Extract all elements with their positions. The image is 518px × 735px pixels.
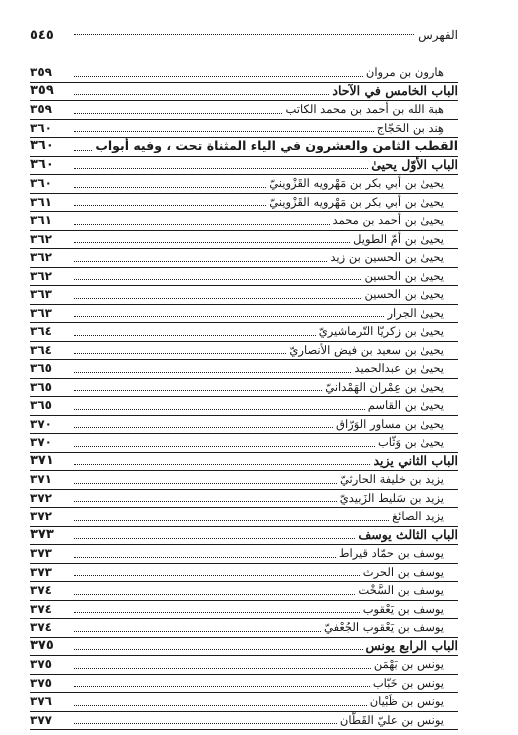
chapter-heading: [30, 638, 458, 657]
entry-title: يونس بن عليّ القَطّان: [339, 712, 444, 727]
index-entry: [30, 490, 458, 509]
entry-title: يحيىٰ بن أبي بكر بن مَهْرويه القَزْوينيّ: [269, 176, 444, 190]
entry-page-number: ٣٦٥: [30, 398, 52, 412]
leader-dots: [74, 408, 365, 410]
entry-page-number: ٣٦٠: [30, 176, 52, 190]
entry-title: يوسف بن يَعْقوب الجُعْفيّ: [323, 620, 444, 634]
entry-title: يونس بن خَبّاب: [372, 675, 444, 690]
entry-page-number: ٣٧٠: [30, 435, 52, 449]
leader-dots: [74, 704, 367, 706]
entry-page-number: ٣٧٧: [30, 712, 52, 727]
entry-title: يحيىٰ بن أمّ الطويل: [353, 231, 444, 246]
leader-dots: [74, 667, 371, 669]
entry-page-number: ٣٦٣: [30, 287, 52, 301]
entry-page-number: ٣٧٣: [30, 526, 54, 542]
entry-page-number: ٣٦٤: [30, 324, 52, 338]
entry-title: يزيد بن خليفة الحارثيّ: [339, 472, 444, 486]
leader-dots: [74, 260, 327, 262]
leader-dots: [74, 186, 266, 188]
entry-title: الباب الثاني يزيد: [373, 452, 458, 468]
index-entry: [30, 212, 458, 231]
leader-dots: [74, 389, 322, 391]
index-entry: [30, 268, 458, 287]
index-entry: [30, 286, 458, 305]
leader-dots: [74, 167, 368, 169]
leader-dots: [74, 426, 333, 428]
leader-dots: [74, 297, 361, 299]
entry-title: القطب الثامن والعشرون في الياء المثناة تحت ، وفيه أبواب: [95, 138, 458, 153]
index-entry: [30, 675, 458, 694]
entry-title: يوسف بن حمّاد قيراط: [338, 546, 444, 560]
index-entry: [30, 712, 458, 731]
entry-page-number: ٣٥٩: [30, 82, 54, 98]
entry-page-number: ٣٦٤: [30, 342, 52, 357]
leader-dots: [74, 241, 350, 243]
entry-page-number: ٣٧٦: [30, 694, 52, 708]
entry-page-number: ٣٧٤: [30, 583, 52, 597]
entry-page-number: ٣٦١: [30, 194, 52, 209]
leader-dots: [74, 130, 374, 132]
entry-page-number: ٣٧٣: [30, 546, 52, 560]
entry-title: هِند بن الحَجّاج: [376, 120, 444, 135]
index-entry: [30, 175, 458, 194]
leader-dots: [74, 315, 384, 317]
entry-title: يونس بن ظَبْيان: [369, 694, 444, 708]
leader-dots: [74, 93, 329, 95]
index-entry: [30, 564, 458, 583]
index-entry: [30, 601, 458, 620]
leader-dots: [74, 75, 363, 77]
chapter-heading: [30, 453, 458, 472]
entry-title: الباب الخامس في الآحاد: [332, 82, 458, 98]
chapter-heading: [30, 527, 458, 546]
entry-page-number: ٣٦٢: [30, 250, 52, 264]
entry-page-number: ٣٧٥: [30, 637, 54, 653]
entry-page-number: ٣٦٠: [30, 120, 52, 135]
entry-title: الباب الثالث يوسف: [358, 526, 458, 542]
index-entry: [30, 305, 458, 324]
entry-title: هارون بن مروان: [365, 65, 444, 79]
index-entry: [30, 231, 458, 250]
entry-title: يحيىٰ بن الحسين: [364, 287, 444, 301]
leader-dots: [74, 537, 355, 539]
index-entry: [30, 656, 458, 675]
leader-dots: [74, 500, 337, 502]
leader-dots: [74, 149, 92, 151]
index-entry: [30, 379, 458, 398]
index-entry: [30, 120, 458, 139]
entry-title: يحيىٰ بن أحمد بن محمد: [332, 213, 444, 227]
entry-page-number: ٣٦٠: [30, 156, 54, 172]
leader-dots: [74, 685, 370, 687]
entry-title: يزيد الصائغ: [392, 509, 444, 523]
index-entry: [30, 471, 458, 490]
entry-title: يونس بن بَهْمَن: [373, 657, 444, 671]
entry-page-number: ٣٧٠: [30, 416, 52, 431]
leader-dots: [74, 223, 330, 225]
leader-dots: [74, 463, 370, 465]
entry-page-number: ٣٥٩: [30, 65, 52, 79]
index-entry: [30, 693, 458, 712]
leader-dots: [74, 352, 286, 354]
chapter-heading: [30, 157, 458, 176]
entry-page-number: ٣٦٥: [30, 361, 52, 375]
index-entry: [30, 323, 458, 342]
index-entry: [30, 194, 458, 213]
entry-title: يوسف بن يَعْقوب: [362, 601, 444, 616]
leader-dots: [74, 519, 389, 521]
leader-dots: [74, 556, 336, 558]
entry-title: يحيىٰ بن عِمْران الهَمْدانيّ: [325, 379, 444, 394]
entry-title: يحيىٰ بن أبي بكر بن مَهْرويه القَزْوينيّ: [269, 194, 444, 209]
entry-title: يحيىٰ بن عبدالحميد: [354, 361, 444, 375]
leader-dots: [74, 482, 337, 484]
leader-dots: [74, 648, 363, 650]
index-entry: [30, 416, 458, 435]
entry-title: يوسف بن الحرث: [362, 564, 444, 579]
entry-title: يحيىٰ بن وَثّاب: [377, 435, 444, 449]
entry-title: يوسف بن السَّخْت: [358, 583, 444, 597]
entry-title: الباب الأوّل يحيىٰ: [371, 156, 458, 172]
entry-title: يحيىٰ بن سعيد بن فيض الأنصاريّ: [289, 342, 444, 357]
index-entry: [30, 397, 458, 416]
index-entry: [30, 101, 458, 120]
leader-dots: [74, 112, 282, 114]
entry-page-number: ٣٧١: [30, 472, 52, 486]
page-number: ٥٤٥: [30, 27, 54, 43]
index-entry-list: [30, 64, 458, 730]
entry-page-number: ٣٦٠: [30, 138, 54, 153]
index-entry: [30, 249, 458, 268]
entry-page-number: ٣٦٢: [30, 268, 52, 283]
entry-title: الباب الرابع يونس: [365, 637, 458, 653]
entry-page-number: ٣٧٢: [30, 490, 52, 505]
entry-title: يحيىٰ بن الحسين: [364, 268, 444, 283]
leader-dots: [74, 574, 360, 576]
entry-title: يحيىٰ الجرار: [387, 305, 444, 320]
entry-page-number: ٣٧٣: [30, 564, 52, 579]
leader-dots: [74, 334, 316, 336]
entry-title: يحيىٰ بن الحسين بن زيد: [330, 250, 444, 264]
entry-page-number: ٣٧٢: [30, 509, 52, 523]
leader-dots: [74, 371, 351, 373]
chapter-heading: [30, 83, 458, 102]
entry-title: يحيىٰ بن زكريّا التّرماشيريّ: [318, 324, 444, 338]
index-entry: [30, 545, 458, 564]
leader-dots: [74, 33, 414, 35]
entry-title: يحيىٰ بن مساور الوَرّاق: [336, 416, 444, 431]
index-entry: [30, 508, 458, 527]
entry-page-number: ٣٦٣: [30, 305, 52, 320]
leader-dots: [74, 445, 375, 447]
leader-dots: [74, 630, 321, 632]
entry-page-number: ٣٧١: [30, 452, 54, 468]
running-head-title: الفهرس: [418, 28, 458, 42]
entry-page-number: ٣٦١: [30, 213, 52, 227]
leader-dots: [74, 722, 337, 724]
index-entry: [30, 434, 458, 453]
entry-page-number: ٣٧٤: [30, 601, 52, 616]
entry-page-number: ٣٧٥: [30, 675, 52, 690]
leader-dots: [74, 278, 361, 280]
leader-dots: [74, 204, 266, 206]
entry-page-number: ٣٦٥: [30, 379, 52, 394]
running-head: [30, 26, 458, 44]
index-entry: [30, 582, 458, 601]
index-entry: [30, 342, 458, 361]
entry-page-number: ٣٦٢: [30, 231, 52, 246]
index-entry: [30, 619, 458, 638]
entry-title: يحيىٰ بن القاسم: [367, 398, 444, 412]
entry-title: يزيد بن سَليط الزَبيديّ: [339, 490, 444, 505]
entry-title: هبة الله بن أحمد بن محمد الكاتب: [285, 102, 444, 116]
entry-page-number: ٣٧٥: [30, 657, 52, 671]
leader-dots: [74, 593, 355, 595]
entry-page-number: ٣٧٤: [30, 620, 52, 634]
index-entry: [30, 360, 458, 379]
part-heading: [30, 138, 458, 157]
leader-dots: [74, 611, 360, 613]
entry-page-number: ٣٥٩: [30, 102, 52, 116]
index-entry: [30, 64, 458, 83]
